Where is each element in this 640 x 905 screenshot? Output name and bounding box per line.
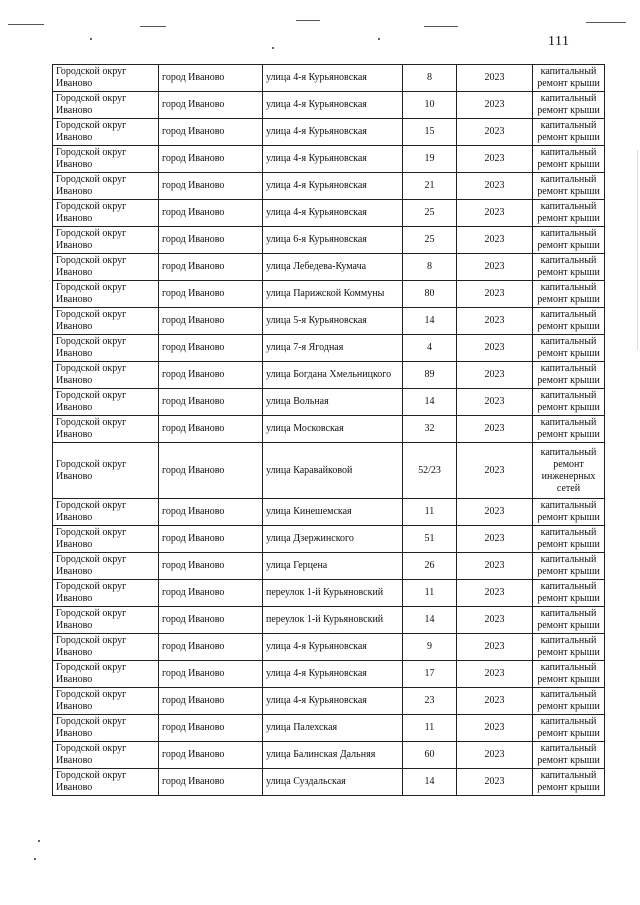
year-cell: 2023	[457, 499, 533, 526]
house-number-cell: 25	[403, 200, 457, 227]
year-cell: 2023	[457, 742, 533, 769]
municipality-cell: Городской округ Иваново	[53, 580, 159, 607]
settlement-cell: город Иваново	[159, 65, 263, 92]
work-type-cell: капитальный ремонт крыши	[533, 173, 605, 200]
table-row	[53, 661, 605, 688]
table-row	[53, 553, 605, 580]
year-cell: 2023	[457, 308, 533, 335]
table-row	[53, 688, 605, 715]
municipality-cell: Городской округ Иваново	[53, 146, 159, 173]
settlement-cell: город Иваново	[159, 634, 263, 661]
table-row	[53, 526, 605, 553]
street-cell: улица Дзержинского	[263, 526, 403, 553]
work-type-cell: капитальный ремонт крыши	[533, 308, 605, 335]
house-number-cell: 11	[403, 580, 457, 607]
work-type-cell: капитальный ремонт крыши	[533, 65, 605, 92]
house-number-cell: 19	[403, 146, 457, 173]
house-number-cell: 14	[403, 389, 457, 416]
municipality-cell: Городской округ Иваново	[53, 742, 159, 769]
table-row	[53, 119, 605, 146]
work-type-cell: капитальный ремонт крыши	[533, 553, 605, 580]
table-row	[53, 580, 605, 607]
settlement-cell: город Иваново	[159, 389, 263, 416]
municipality-cell: Городской округ Иваново	[53, 661, 159, 688]
scan-speck	[34, 858, 36, 860]
year-cell: 2023	[457, 362, 533, 389]
municipality-cell: Городской округ Иваново	[53, 254, 159, 281]
year-cell: 2023	[457, 227, 533, 254]
municipality-cell: Городской округ Иваново	[53, 634, 159, 661]
street-cell: улица Московская	[263, 416, 403, 443]
work-type-cell: капитальный ремонт крыши	[533, 661, 605, 688]
year-cell: 2023	[457, 769, 533, 796]
settlement-cell: город Иваново	[159, 416, 263, 443]
house-number-cell: 80	[403, 281, 457, 308]
municipality-cell: Городской округ Иваново	[53, 119, 159, 146]
municipality-cell: Городской округ Иваново	[53, 389, 159, 416]
work-type-cell: капитальный ремонт крыши	[533, 254, 605, 281]
table-row	[53, 362, 605, 389]
house-number-cell: 14	[403, 607, 457, 634]
street-cell: улица Палехская	[263, 715, 403, 742]
year-cell: 2023	[457, 173, 533, 200]
house-number-cell: 25	[403, 227, 457, 254]
work-type-cell: капитальный ремонт крыши	[533, 688, 605, 715]
settlement-cell: город Иваново	[159, 308, 263, 335]
house-number-cell: 23	[403, 688, 457, 715]
table-row	[53, 65, 605, 92]
municipality-cell: Городской округ Иваново	[53, 607, 159, 634]
municipality-cell: Городской округ Иваново	[53, 715, 159, 742]
work-type-cell: капитальный ремонт крыши	[533, 200, 605, 227]
street-cell: улица Герцена	[263, 553, 403, 580]
work-type-cell: капитальный ремонт крыши	[533, 119, 605, 146]
year-cell: 2023	[457, 715, 533, 742]
scan-speck	[90, 38, 92, 40]
municipality-cell: Городской округ Иваново	[53, 308, 159, 335]
settlement-cell: город Иваново	[159, 227, 263, 254]
work-type-cell: капитальный ремонт крыши	[533, 281, 605, 308]
table-row	[53, 389, 605, 416]
house-number-cell: 14	[403, 308, 457, 335]
table-row	[53, 715, 605, 742]
street-cell: улица 7-я Ягодная	[263, 335, 403, 362]
table-row	[53, 335, 605, 362]
year-cell: 2023	[457, 416, 533, 443]
municipality-cell: Городской округ Иваново	[53, 92, 159, 119]
table-row	[53, 281, 605, 308]
table-body	[53, 65, 605, 796]
street-cell: улица Кинешемская	[263, 499, 403, 526]
settlement-cell: город Иваново	[159, 119, 263, 146]
year-cell: 2023	[457, 634, 533, 661]
work-type-cell: капитальный ремонт крыши	[533, 607, 605, 634]
settlement-cell: город Иваново	[159, 580, 263, 607]
street-cell: переулок 1-й Курьяновский	[263, 607, 403, 634]
settlement-cell: город Иваново	[159, 200, 263, 227]
year-cell: 2023	[457, 553, 533, 580]
street-cell: улица 4-я Курьяновская	[263, 200, 403, 227]
work-type-cell: капитальный ремонт крыши	[533, 526, 605, 553]
house-number-cell: 32	[403, 416, 457, 443]
work-type-cell: капитальный ремонт крыши	[533, 499, 605, 526]
municipality-cell: Городской округ Иваново	[53, 499, 159, 526]
table-row	[53, 742, 605, 769]
year-cell: 2023	[457, 200, 533, 227]
work-type-cell: капитальный ремонт крыши	[533, 769, 605, 796]
table-row	[53, 227, 605, 254]
year-cell: 2023	[457, 443, 533, 499]
street-cell: улица 4-я Курьяновская	[263, 634, 403, 661]
municipality-cell: Городской округ Иваново	[53, 335, 159, 362]
settlement-cell: город Иваново	[159, 335, 263, 362]
settlement-cell: город Иваново	[159, 173, 263, 200]
municipality-cell: Городской округ Иваново	[53, 688, 159, 715]
house-number-cell: 60	[403, 742, 457, 769]
year-cell: 2023	[457, 661, 533, 688]
settlement-cell: город Иваново	[159, 499, 263, 526]
house-number-cell: 9	[403, 634, 457, 661]
house-number-cell: 89	[403, 362, 457, 389]
table-row	[53, 173, 605, 200]
settlement-cell: город Иваново	[159, 146, 263, 173]
table-row	[53, 769, 605, 796]
settlement-cell: город Иваново	[159, 362, 263, 389]
year-cell: 2023	[457, 526, 533, 553]
house-number-cell: 10	[403, 92, 457, 119]
table-row	[53, 607, 605, 634]
house-number-cell: 52/23	[403, 443, 457, 499]
municipality-cell: Городской округ Иваново	[53, 281, 159, 308]
work-type-cell: капитальный ремонт инженерных сетей	[533, 443, 605, 499]
year-cell: 2023	[457, 65, 533, 92]
municipality-cell: Городской округ Иваново	[53, 769, 159, 796]
street-cell: улица 4-я Курьяновская	[263, 173, 403, 200]
settlement-cell: город Иваново	[159, 607, 263, 634]
house-number-cell: 11	[403, 499, 457, 526]
settlement-cell: город Иваново	[159, 769, 263, 796]
house-number-cell: 4	[403, 335, 457, 362]
street-cell: переулок 1-й Курьяновский	[263, 580, 403, 607]
house-number-cell: 11	[403, 715, 457, 742]
year-cell: 2023	[457, 254, 533, 281]
work-type-cell: капитальный ремонт крыши	[533, 146, 605, 173]
settlement-cell: город Иваново	[159, 254, 263, 281]
street-cell: улица 4-я Курьяновская	[263, 146, 403, 173]
work-type-cell: капитальный ремонт крыши	[533, 389, 605, 416]
settlement-cell: город Иваново	[159, 281, 263, 308]
municipality-cell: Городской округ Иваново	[53, 362, 159, 389]
house-number-cell: 8	[403, 65, 457, 92]
table-row	[53, 254, 605, 281]
work-type-cell: капитальный ремонт крыши	[533, 742, 605, 769]
work-type-cell: капитальный ремонт крыши	[533, 362, 605, 389]
table-row	[53, 416, 605, 443]
municipality-cell: Городской округ Иваново	[53, 443, 159, 499]
work-type-cell: капитальный ремонт крыши	[533, 416, 605, 443]
table-row	[53, 146, 605, 173]
street-cell: улица Вольная	[263, 389, 403, 416]
settlement-cell: город Иваново	[159, 526, 263, 553]
year-cell: 2023	[457, 335, 533, 362]
settlement-cell: город Иваново	[159, 553, 263, 580]
house-number-cell: 8	[403, 254, 457, 281]
house-number-cell: 15	[403, 119, 457, 146]
scan-edge-shadow	[637, 150, 638, 350]
settlement-cell: город Иваново	[159, 443, 263, 499]
year-cell: 2023	[457, 607, 533, 634]
street-cell: улица Парижской Коммуны	[263, 281, 403, 308]
municipality-cell: Городской округ Иваново	[53, 65, 159, 92]
settlement-cell: город Иваново	[159, 688, 263, 715]
year-cell: 2023	[457, 92, 533, 119]
street-cell: улица Лебедева-Кумача	[263, 254, 403, 281]
table-row	[53, 443, 605, 499]
table-row	[53, 634, 605, 661]
house-number-cell: 26	[403, 553, 457, 580]
work-type-cell: капитальный ремонт крыши	[533, 580, 605, 607]
work-type-cell: капитальный ремонт крыши	[533, 634, 605, 661]
street-cell: улица 4-я Курьяновская	[263, 119, 403, 146]
street-cell: улица 5-я Курьяновская	[263, 308, 403, 335]
year-cell: 2023	[457, 146, 533, 173]
table-row	[53, 308, 605, 335]
street-cell: улица 4-я Курьяновская	[263, 92, 403, 119]
year-cell: 2023	[457, 119, 533, 146]
municipality-cell: Городской округ Иваново	[53, 526, 159, 553]
year-cell: 2023	[457, 281, 533, 308]
house-number-cell: 14	[403, 769, 457, 796]
municipality-cell: Городской округ Иваново	[53, 200, 159, 227]
scan-speck	[38, 840, 40, 842]
municipality-cell: Городской округ Иваново	[53, 227, 159, 254]
municipality-cell: Городской округ Иваново	[53, 553, 159, 580]
work-type-cell: капитальный ремонт крыши	[533, 335, 605, 362]
house-number-cell: 21	[403, 173, 457, 200]
work-type-cell: капитальный ремонт крыши	[533, 715, 605, 742]
house-number-cell: 17	[403, 661, 457, 688]
scan-speck	[272, 47, 274, 49]
street-cell: улица Богдана Хмельницкого	[263, 362, 403, 389]
street-cell: улица 4-я Курьяновская	[263, 688, 403, 715]
work-type-cell: капитальный ремонт крыши	[533, 92, 605, 119]
municipality-cell: Городской округ Иваново	[53, 416, 159, 443]
street-cell: улица Балинская Дальняя	[263, 742, 403, 769]
year-cell: 2023	[457, 688, 533, 715]
table-row	[53, 200, 605, 227]
page-number: 111	[548, 34, 570, 49]
street-cell: улица 6-я Курьяновская	[263, 227, 403, 254]
scan-speck	[378, 38, 380, 40]
settlement-cell: город Иваново	[159, 715, 263, 742]
street-cell: улица Каравайковой	[263, 443, 403, 499]
settlement-cell: город Иваново	[159, 92, 263, 119]
house-number-cell: 51	[403, 526, 457, 553]
year-cell: 2023	[457, 580, 533, 607]
street-cell: улица 4-я Курьяновская	[263, 661, 403, 688]
housing-repair-table	[52, 64, 605, 796]
table-row	[53, 499, 605, 526]
settlement-cell: город Иваново	[159, 661, 263, 688]
table-row	[53, 92, 605, 119]
street-cell: улица 4-я Курьяновская	[263, 65, 403, 92]
year-cell: 2023	[457, 389, 533, 416]
work-type-cell: капитальный ремонт крыши	[533, 227, 605, 254]
street-cell: улица Суздальская	[263, 769, 403, 796]
settlement-cell: город Иваново	[159, 742, 263, 769]
municipality-cell: Городской округ Иваново	[53, 173, 159, 200]
